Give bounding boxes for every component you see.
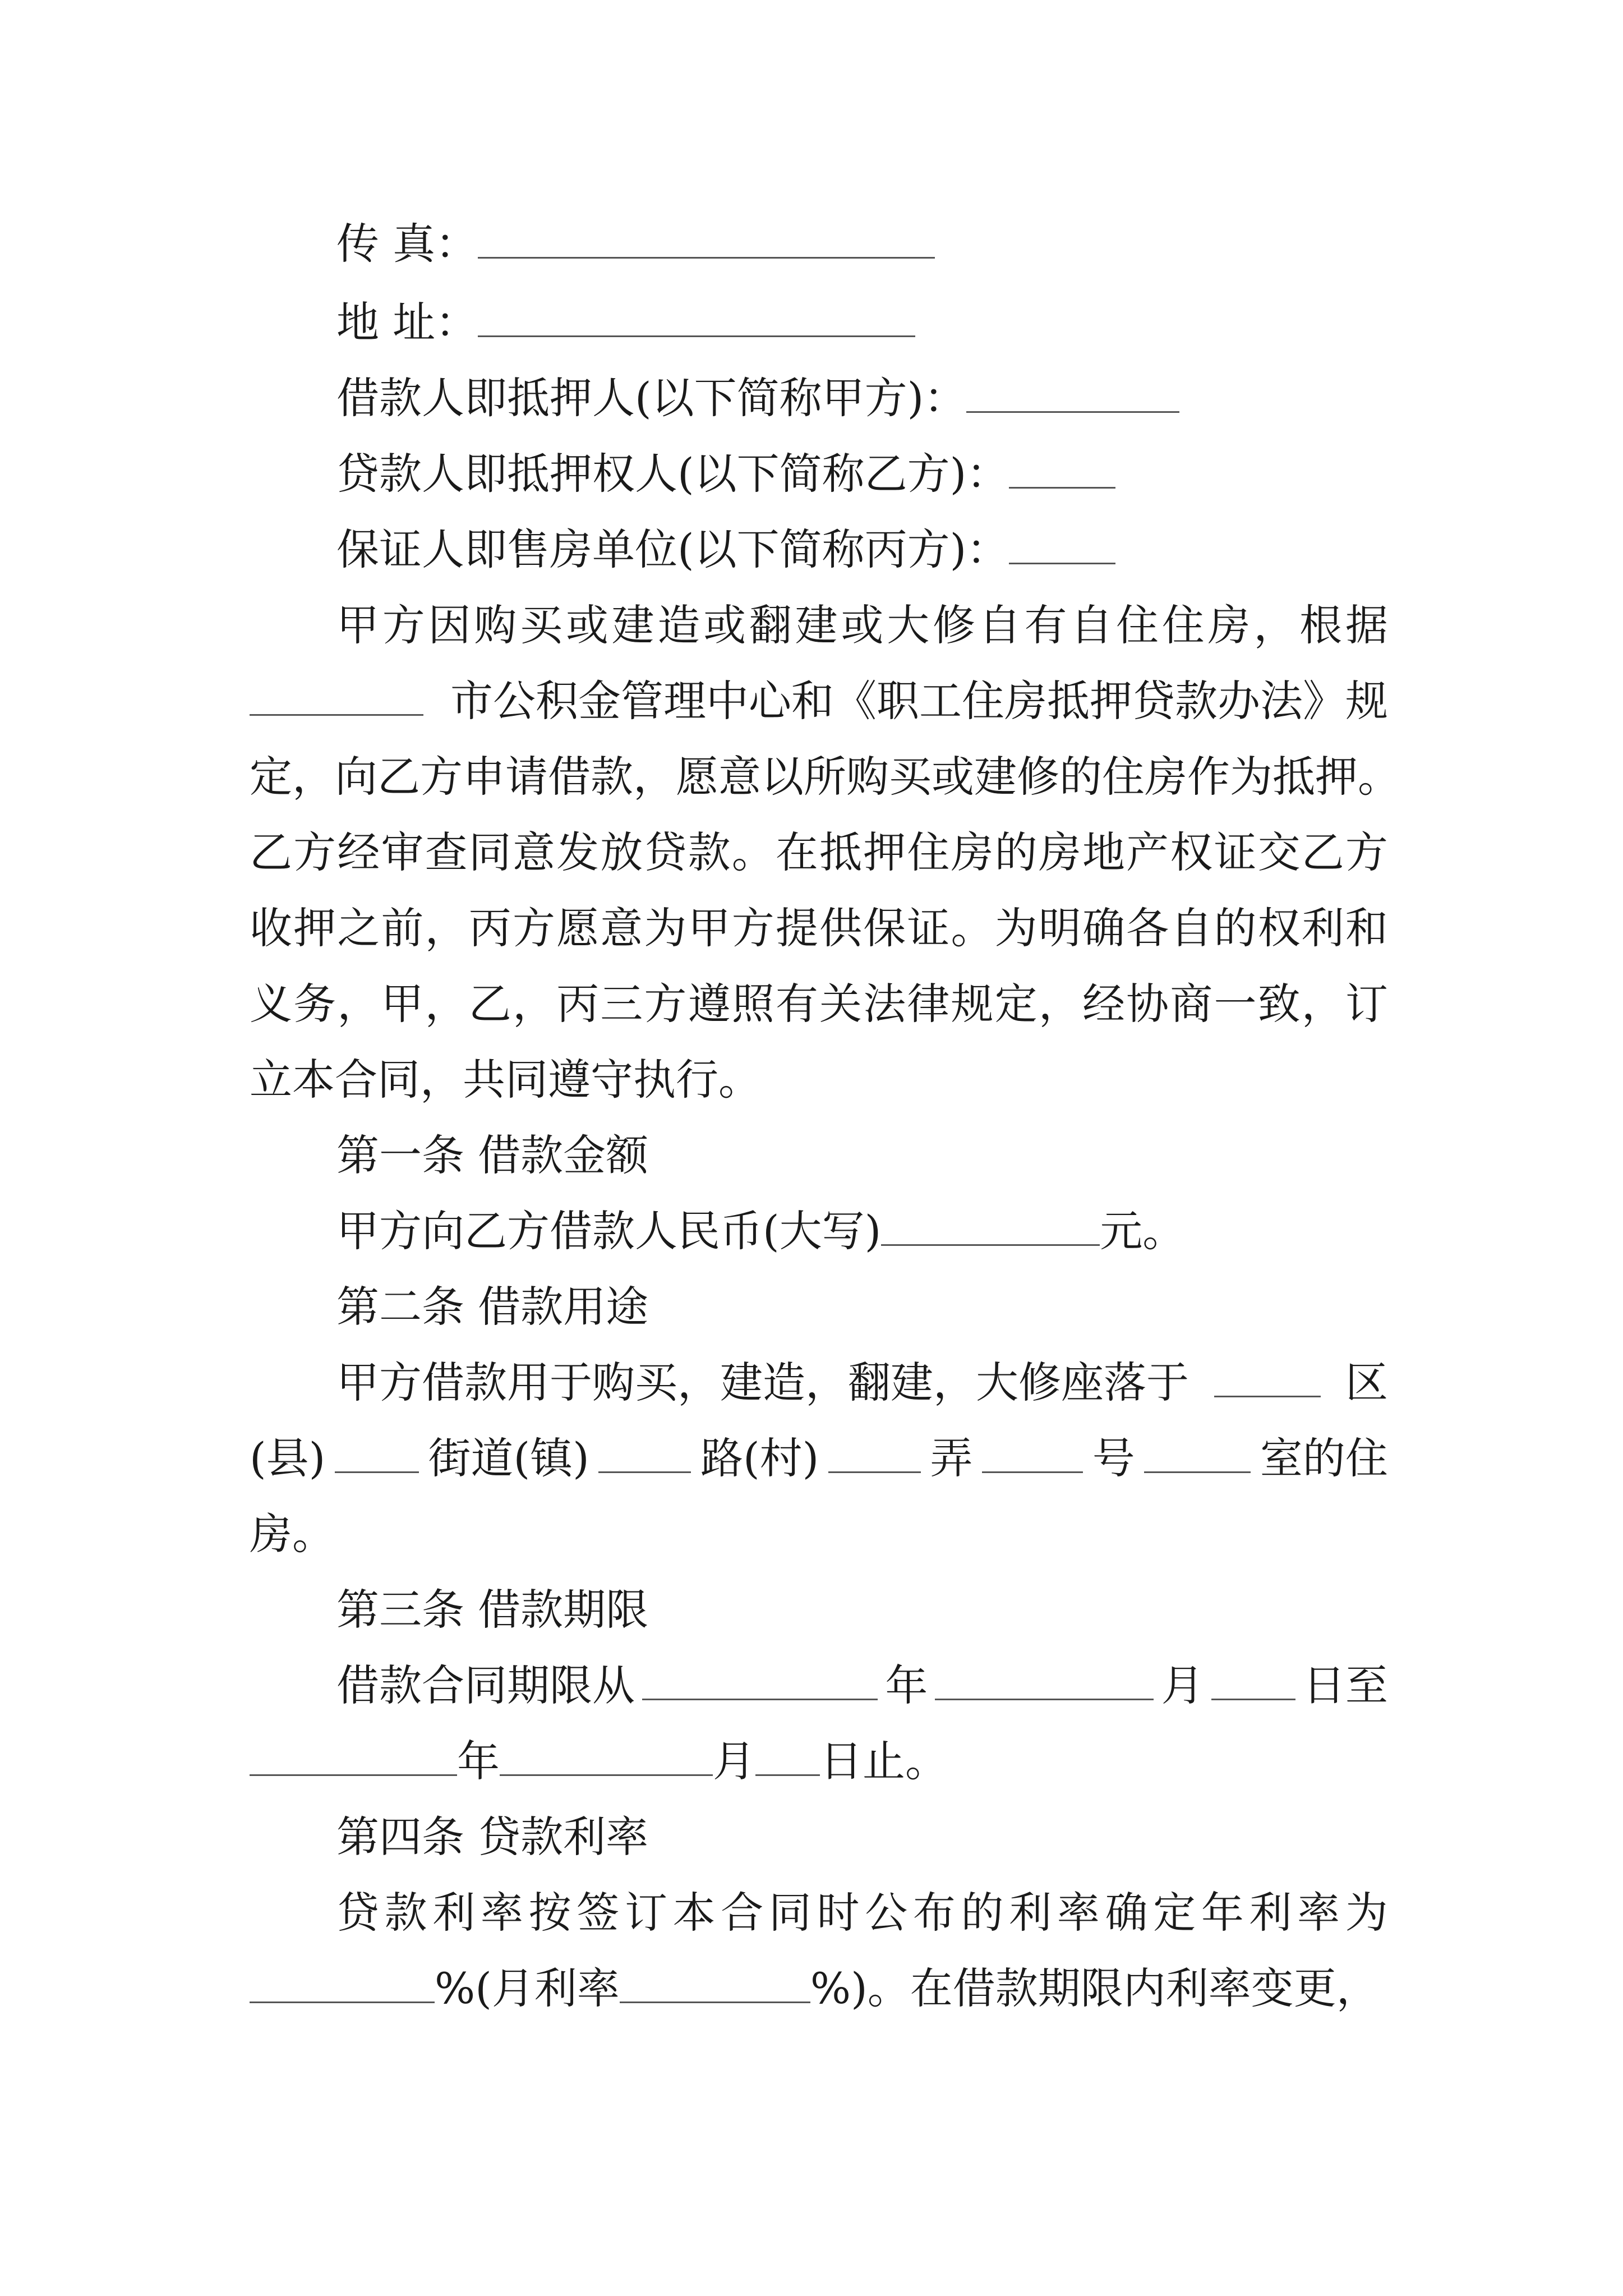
- article-1-title-text: 第一条 借款金额: [336, 1130, 649, 1180]
- lane-label: 弄: [930, 1433, 973, 1483]
- article-3-line-2: [250, 1733, 1388, 1789]
- monthly-rate-label: %(月利率: [435, 1963, 620, 2013]
- preamble-line-5: [250, 900, 1388, 956]
- district-blank: [1214, 1359, 1321, 1397]
- purpose-text: 甲方借款用于购买，建造，翻建，大修座落于: [336, 1358, 1189, 1407]
- lender-label: 贷款人即抵押权人(以下简称乙方)：: [336, 449, 1009, 499]
- loan-amount-blank: [881, 1207, 1100, 1246]
- article-2-line-2: [250, 1430, 1388, 1487]
- day-end-label: 日止。: [820, 1736, 948, 1786]
- year2-label: 年: [457, 1736, 500, 1786]
- preamble-text-7: 立本合同，共同遵守执行。: [250, 1055, 761, 1105]
- article-4-line-1: [336, 1885, 1388, 1941]
- county-label: (县): [250, 1433, 326, 1483]
- article-2-title-text: 第二条 借款用途: [336, 1282, 649, 1332]
- term-from-label: 借款合同期限从: [336, 1660, 635, 1710]
- lender-line: [336, 446, 1388, 502]
- preamble-line-7: [250, 1052, 1388, 1108]
- preamble-line-6: [250, 976, 1388, 1032]
- lane-blank: [982, 1434, 1083, 1473]
- preamble-text-4: 乙 方 经 审 查 同 意 发 放 贷 款 。 在 抵 押 住 房 的 房 地 产 权 证 交 乙 方: [250, 827, 1388, 877]
- city-blank: [250, 677, 423, 716]
- preamble-text-3: 定 ， 向 乙 方 申 请 借 款 ， 愿 意 以 所 购 买 或 建 修 的 住 房 作 为 抵 押 。: [250, 752, 1400, 802]
- article-1-title: [336, 1128, 1388, 1184]
- preamble-line-2: [250, 673, 1388, 729]
- article-1-body: [336, 1203, 1388, 1259]
- street-blank: [598, 1434, 691, 1473]
- fax-line: [336, 216, 1388, 272]
- borrower-label: 借款人即抵押人(以下简称甲方)：: [336, 373, 967, 423]
- rate-change-text: %)。在借款期限内利率变更，: [810, 1963, 1379, 2013]
- article-2-end-text: 房。: [250, 1509, 335, 1559]
- end-year-blank: [250, 1737, 457, 1776]
- end-day-blank: [755, 1737, 820, 1776]
- preamble-text-5: 收 押 之 前 ， 丙 方 愿 意 为 甲 方 提 供 保 证 。 为 明 确 各 自 的 权 利 和: [250, 903, 1388, 953]
- article-4-title-text: 第四条 贷款利率: [336, 1812, 649, 1862]
- annual-rate-blank: [250, 1964, 435, 2003]
- preamble-text-6: 义 务 ， 甲 ， 乙 ， 丙 三 方 遵 照 有 关 法 律 规 定 ， 经 协 商 一 致 ， 订: [250, 979, 1388, 1029]
- fax-blank: [478, 220, 935, 259]
- preamble-line-4: [250, 825, 1388, 881]
- address-blank: [478, 298, 915, 337]
- loan-amount-label: 甲方向乙方借款人民币(大写): [336, 1206, 882, 1256]
- article-2-line-1: [336, 1355, 1388, 1411]
- fax-label: 传 真：: [336, 219, 478, 269]
- rate-text: 贷 款 利 率 按 签 订 本 合 同 时 公 布 的 利 率 确 定 年 利 率 为: [336, 1888, 1388, 1938]
- article-3-title: [336, 1582, 1388, 1638]
- day-to-label: 日至: [1302, 1660, 1388, 1710]
- street-label: 街道(镇): [428, 1433, 589, 1483]
- end-month-blank: [500, 1737, 713, 1776]
- guarantor-label: 保证人即售房单位(以下简称丙方)：: [336, 524, 1009, 574]
- room-label: 室的住: [1260, 1433, 1388, 1483]
- guarantor-line: [336, 522, 1388, 578]
- borrower-blank: [966, 374, 1179, 413]
- lender-blank: [1009, 450, 1115, 489]
- road-label: 路(村): [700, 1433, 819, 1483]
- article-2-line-3: [250, 1506, 1388, 1562]
- number-label: 号: [1092, 1433, 1135, 1483]
- article-4-line-2: [250, 1961, 1388, 2017]
- county-blank: [335, 1434, 419, 1473]
- yuan-label: 元。: [1100, 1206, 1186, 1256]
- start-day-blank: [1211, 1662, 1295, 1700]
- article-2-title: [336, 1279, 1388, 1335]
- month-label: 月: [1161, 1660, 1204, 1710]
- start-month-blank: [935, 1662, 1154, 1700]
- district-label: 区: [1345, 1358, 1388, 1407]
- address-label: 地 址：: [336, 297, 478, 347]
- month2-label: 月: [713, 1736, 755, 1786]
- number-blank: [1144, 1434, 1251, 1473]
- preamble-line-1: [336, 597, 1388, 654]
- address-line: [336, 295, 1388, 351]
- monthly-rate-blank: [620, 1964, 810, 2003]
- borrower-line: [336, 370, 1388, 426]
- preamble-text-1: 甲 方 因 购 买 或 建 造 或 翻 建 或 大 修 自 有 自 住 住 房 ， 根 据: [336, 600, 1388, 650]
- preamble-text-2: 市公积金管理中心和《职工住房抵押贷款办法》规: [450, 676, 1388, 726]
- year-label: 年: [885, 1660, 928, 1710]
- article-3-line-1: [336, 1658, 1388, 1714]
- article-3-title-text: 第三条 借款期限: [336, 1585, 649, 1635]
- article-4-title: [336, 1809, 1388, 1865]
- start-year-blank: [642, 1662, 878, 1700]
- preamble-line-3: [250, 749, 1400, 805]
- road-blank: [828, 1434, 921, 1473]
- guarantor-blank: [1009, 526, 1115, 564]
